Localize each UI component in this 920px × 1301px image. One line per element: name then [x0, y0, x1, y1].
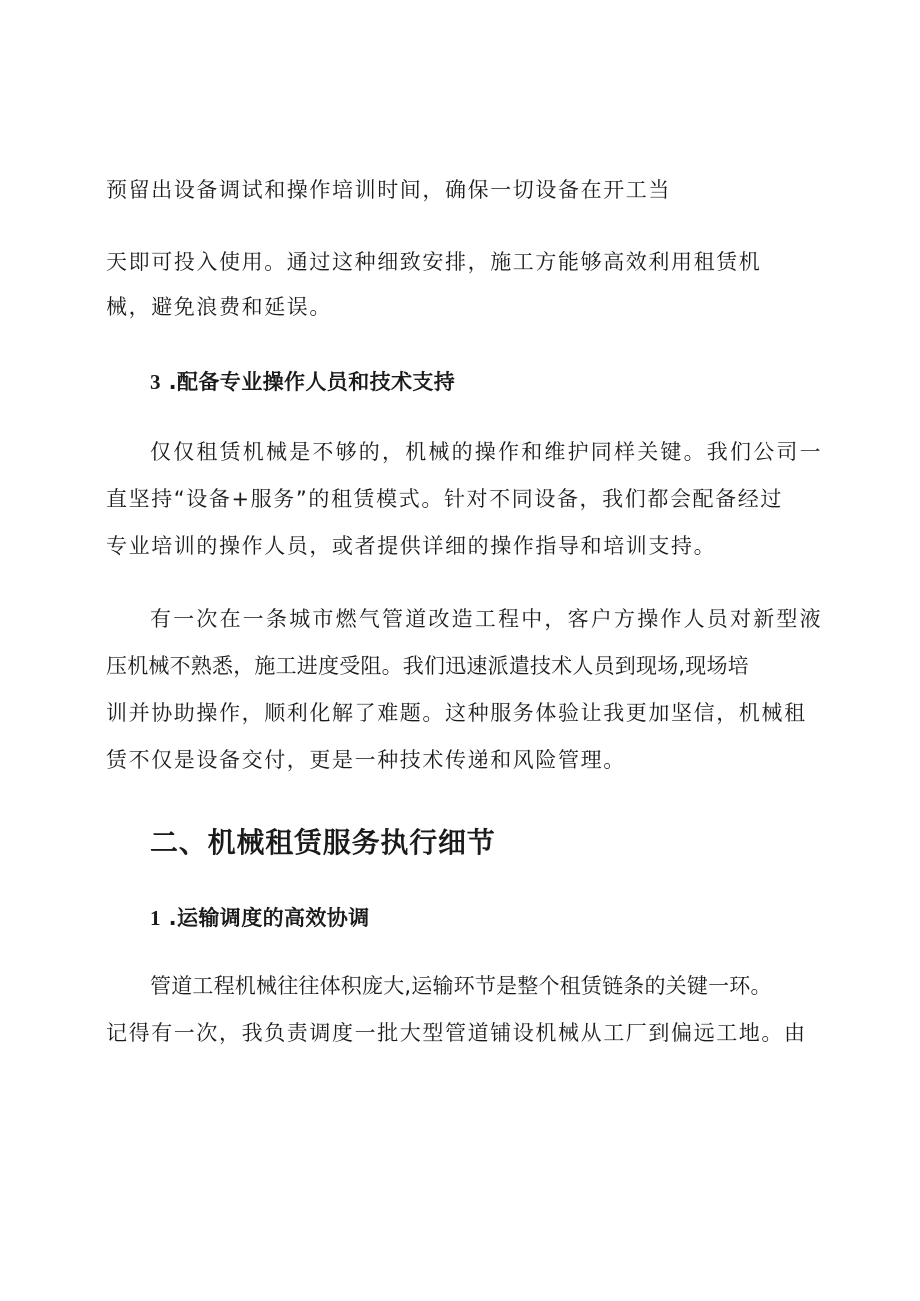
section-title: .运输调度的高效协调: [168, 906, 370, 930]
paragraph-line: 赁不仅是设备交付，更是一种技术传递和风险管理。: [106, 748, 626, 772]
paragraph-line: 记得有一次，我负责调度一批大型管道铺设机械从工厂到偏远工地。由: [106, 1021, 807, 1045]
section-number: 1: [150, 906, 161, 930]
section-number: 3: [150, 370, 161, 394]
paragraph-line: 训并协助操作，顺利化解了难题。这种服务体验让我更加坚信，机械租: [106, 701, 807, 725]
section-heading-1: [150, 904, 370, 932]
chapter-heading: 二、机械租赁服务执行细节: [150, 826, 496, 859]
paragraph-line: 仅仅租赁机械是不够的，机械的操作和维护同样关键。我们公司一: [150, 440, 823, 464]
paragraph-line: 管道工程机械往往体积庞大,运输环节是整个租赁链条的关键一环。: [150, 974, 772, 998]
paragraph-line: 有一次在一条城市燃气管道改造工程中，客户方操作人员对新型液: [150, 607, 823, 631]
section-heading-3: [150, 368, 455, 396]
paragraph-line: 直坚持“设备+服务”的租赁模式。针对不同设备，我们都会配备经过: [106, 487, 783, 511]
paragraph-line: 专业培训的操作人员，或者提供详细的操作指导和培训支持。: [106, 534, 717, 558]
paragraph-line: 压机械不熟悉，施工进度受阻。我们迅速派遣技术人员到现场,现场培: [106, 654, 749, 678]
paragraph-line: 械，避免浪费和延误。: [106, 295, 332, 319]
section-title: .配备专业操作人员和技术支持: [168, 370, 456, 394]
paragraph-line: 预留出设备调试和操作培训时间，确保一切设备在开工当: [106, 178, 671, 202]
paragraph-line: 天即可投入使用。通过这种细致安排，施工方能够高效利用租赁机: [106, 250, 762, 274]
